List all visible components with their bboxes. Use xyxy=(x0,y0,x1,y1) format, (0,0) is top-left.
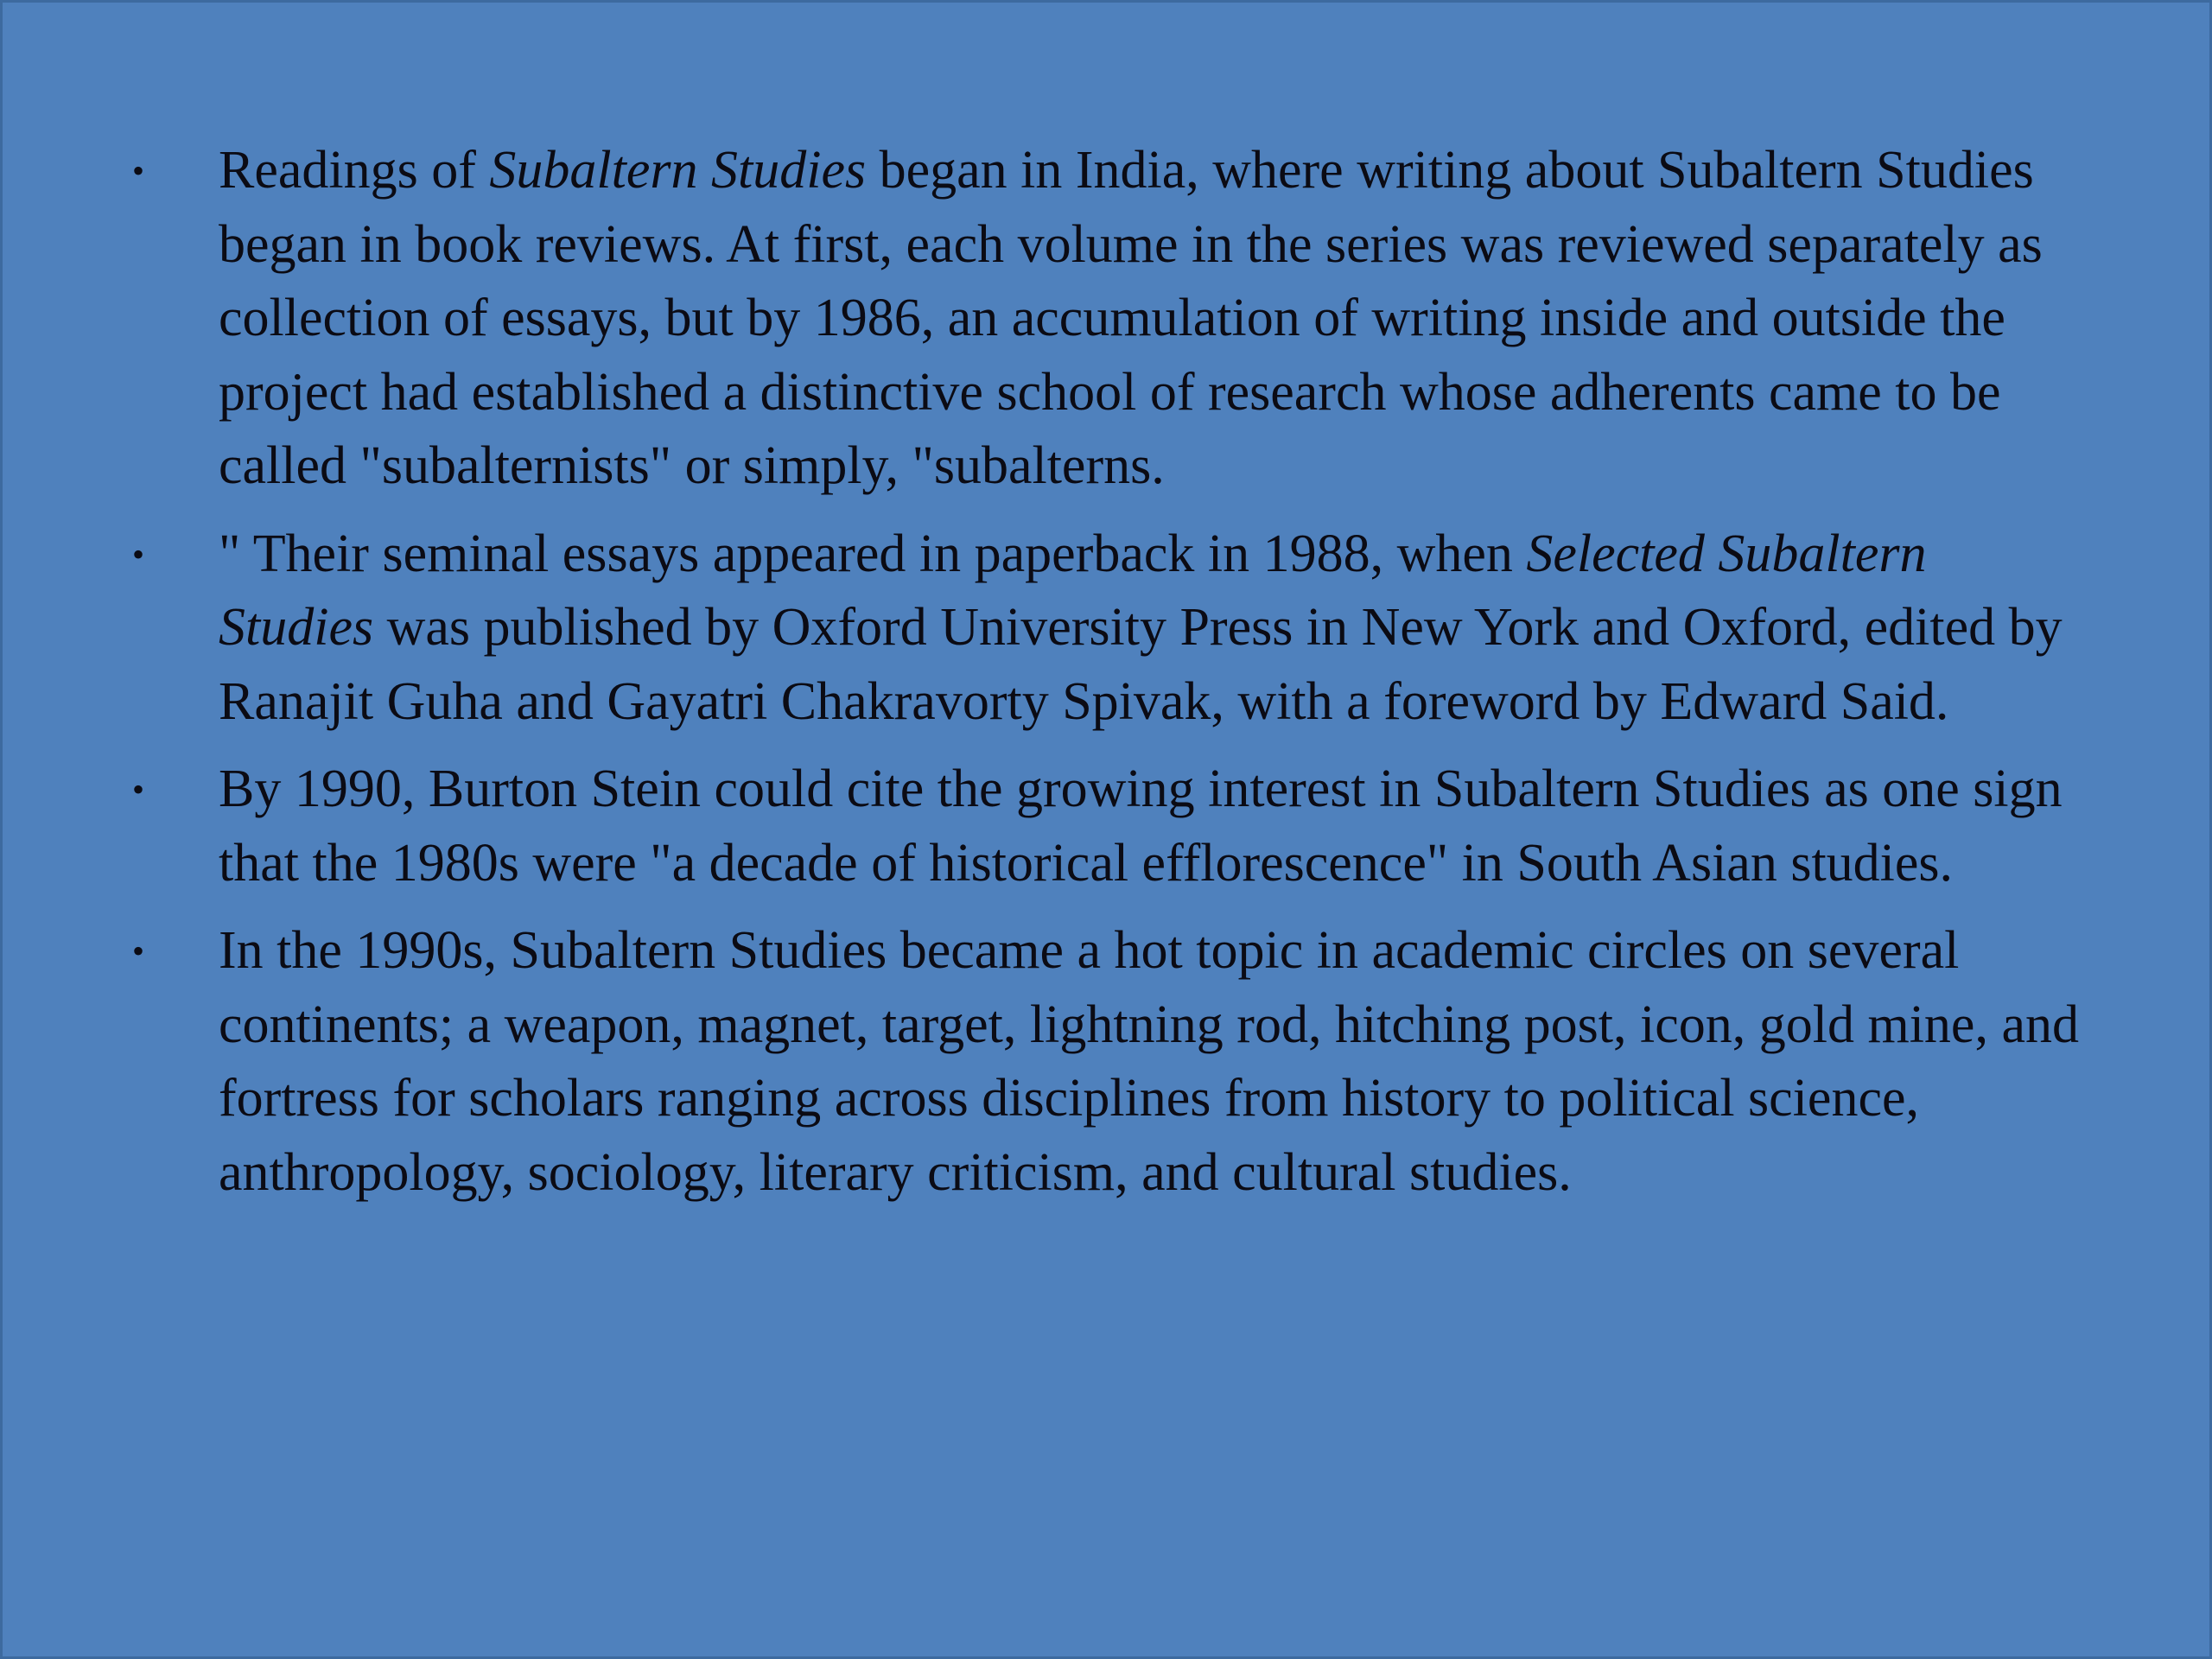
bullet-item xyxy=(132,914,2085,1210)
bullet-dot-icon: • xyxy=(132,534,145,574)
text-segment: began in India, where writing about Subaltern Studies began in book reviews. At first, each volume in the series was reviewed separately as collection of essays, but by 1986, an accumulation of writing inside and outside the project had established a distinctive school of research whose adherents came to be called "subalternists" or simply, "subalterns. xyxy=(219,141,2043,495)
italic-title: Subaltern Studies xyxy=(489,141,867,200)
bullet-dot-icon: • xyxy=(132,151,145,190)
text-segment: Readings of xyxy=(219,141,490,200)
text-segment: In the 1990s, Subaltern Studies became a hot topic in academic circles on several continents; a weapon, magnet, target, lightning rod, hitching post, icon, gold mine, and fortress for scholars ranging across disciplines from history to political science, anthropology, sociology, literary criticism, and cultural studies. xyxy=(219,921,2079,1202)
bullet-dot-icon: • xyxy=(132,931,145,970)
bullet-item xyxy=(132,134,2085,504)
bullet-dot-icon: • xyxy=(132,770,145,809)
text-segment: " Their seminal essays appeared in paperback in 1988, when xyxy=(219,524,1527,583)
text-segment: was published by Oxford University Press in New York and Oxford, edited by Ranajit Guha and Gayatri Chakravorty Spivak, with a foreword by Edward Said. xyxy=(219,598,2063,731)
bullet-item xyxy=(132,753,2085,900)
italic-title: Selected Subaltern Studies xyxy=(219,524,1927,657)
text-segment: By 1990, Burton Stein could cite the growing interest in Subaltern Studies as one sign that the 1980s were "a decade of historical efflorescence" in South Asian studies. xyxy=(219,760,2063,893)
bullet-list xyxy=(132,134,2085,1224)
bullet-item xyxy=(132,518,2085,740)
